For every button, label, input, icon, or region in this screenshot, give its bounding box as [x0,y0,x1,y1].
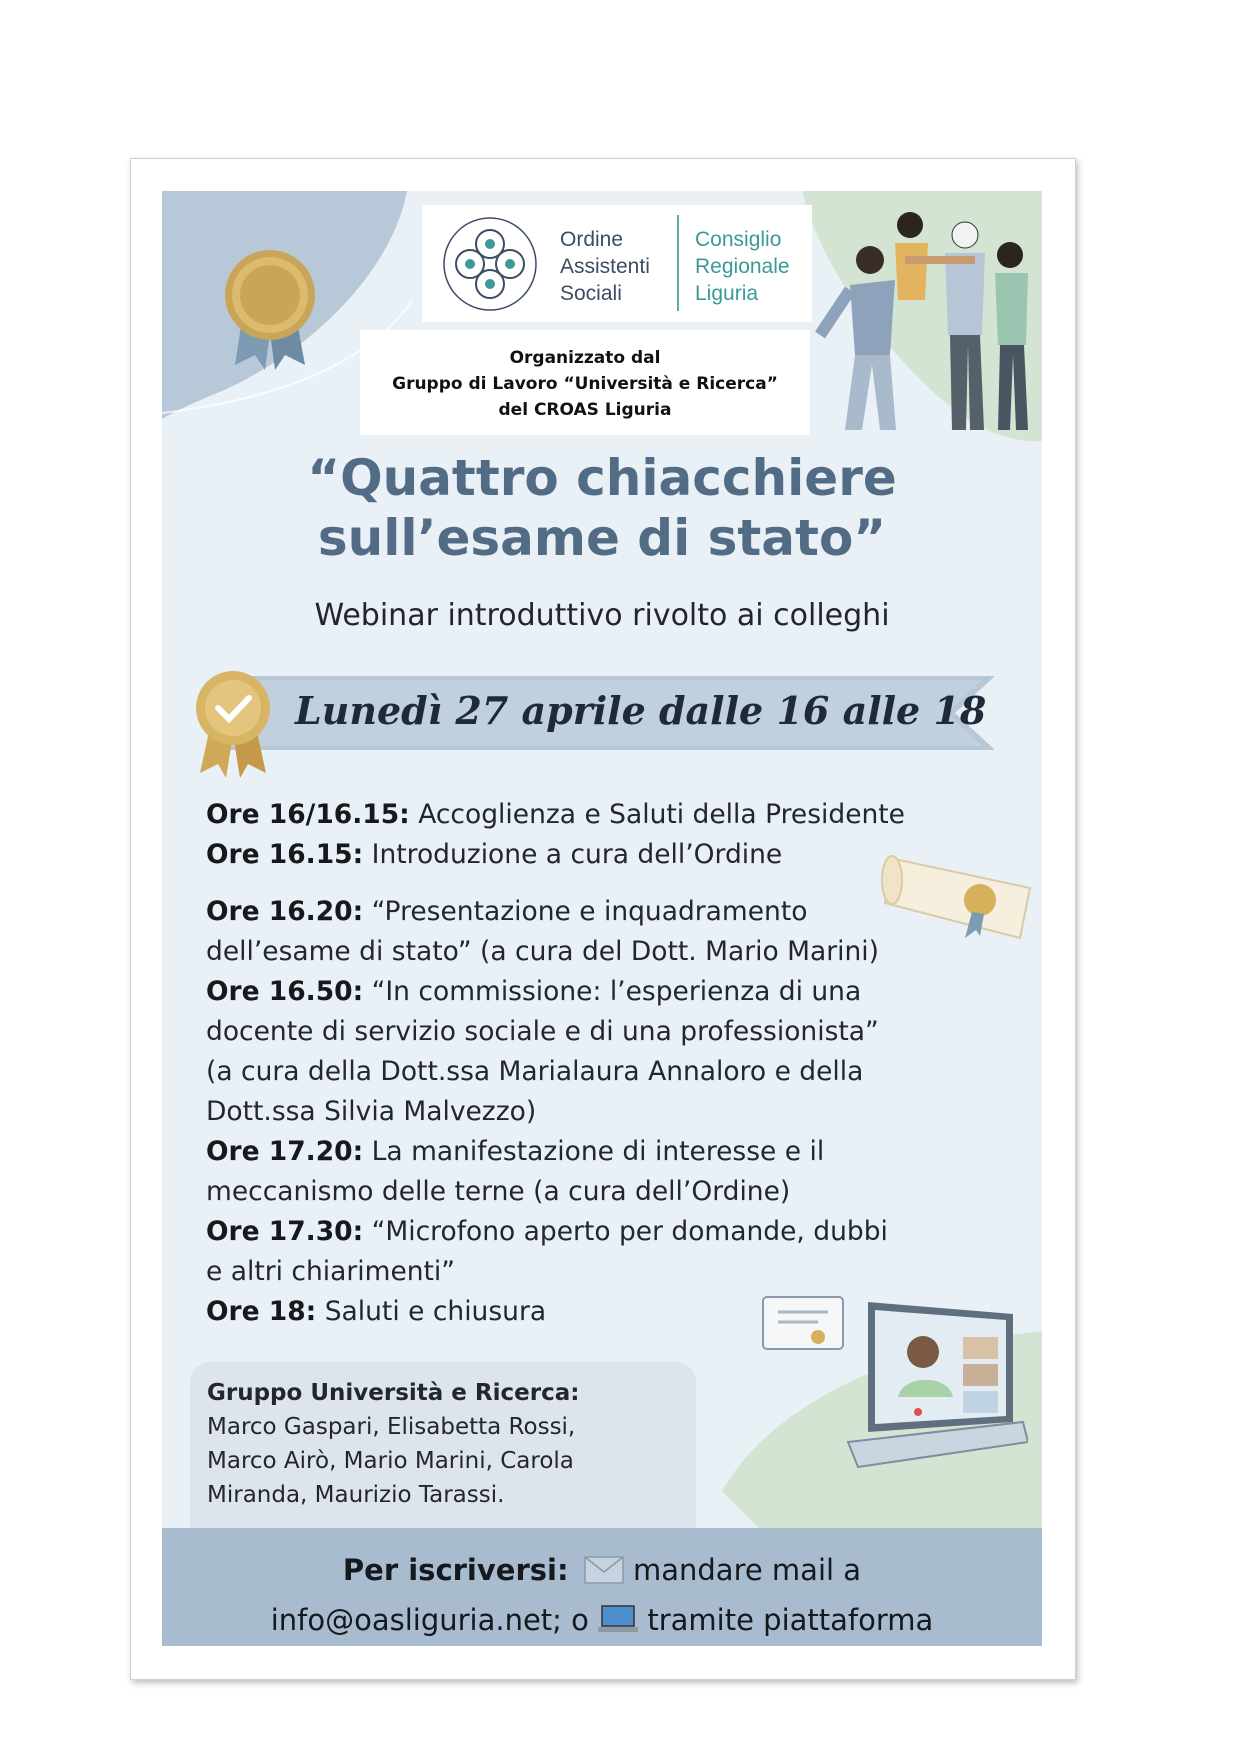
schedule-time: Ore 16.15: [206,839,364,870]
schedule-time: Ore 17.20: [206,1136,364,1167]
schedule-item-5: Ore 17.20: La manifestazione di interesse e il meccanismo delle terne (a cura dell’Ordine) [206,1136,825,1207]
organizer-note: Organizzato dal Gruppo di Lavoro “Università e Ricerca” del CROAS Liguria [360,330,810,435]
event-title-line-2: sull’esame di stato” [317,509,887,567]
schedule-time: Ore 16/16.15: [206,799,410,830]
schedule-list [206,795,1026,1332]
group-heading: Gruppo Università e Ricerca: [207,1380,580,1406]
logo-ordine-text: Ordine Assistenti Sociali [560,228,650,305]
registration-line-2: info@oasliguria.net; o tramite piattaforma [270,1603,934,1637]
schedule-item-6: Ore 17.30: “Microfono aperto per domande, dubbi e altri chiarimenti” [206,1216,888,1287]
email-link[interactable]: info@oasliguria.net; [270,1603,562,1637]
event-title-line-1: “Quattro chiacchiere [307,449,897,507]
schedule-item-3: Ore 16.20: “Presentazione e inquadramento dell’esame di stato” (a cura del Dott. Mario Marini) [206,896,879,967]
award-seal-icon [215,240,325,380]
logo-divider [677,215,679,311]
schedule-time: Ore 16.50: [206,976,364,1007]
schedule-time: Ore 17.30: [206,1216,364,1247]
group-members-text: Gruppo Università e Ricerca: Marco Gaspari, Elisabetta Rossi, Marco Airò, Mario Marini, Carola Miranda, Maurizio Tarassi. [207,1376,579,1512]
event-date: Lunedì 27 aprile dalle 16 alle 18 [295,688,987,733]
schedule-time: Ore 16.20: [206,896,364,927]
checkmark-seal-icon [190,668,278,780]
envelope-icon [584,1556,624,1584]
order-logo-icon [440,214,540,314]
event-subtitle: Webinar introduttivo rivolto ai colleghi [314,598,890,633]
logo-consiglio-text: Consiglio Regionale Liguria [695,228,790,305]
schedule-item-7: Ore 18: Saluti e chiusura [206,1296,547,1327]
computer-icon [598,1604,638,1634]
registration-line-1: Per iscriversi: mandare mail a [342,1553,862,1587]
schedule-item-4: Ore 16.50: “In commissione: l’esperienza di una docente di servizio sociale e di una professionista” (a cura della Dott.ssa Marialaura Annaloro e della Dott.ssa Silvia Malvezzo) [206,976,879,1127]
team-people-illustration [810,205,1042,435]
laptop-video-call-illustration [758,1292,1028,1492]
schedule-item-1: Ore 16/16.15: Accoglienza e Saluti della Presidente [206,799,905,830]
schedule-item-2: Ore 16.15: Introduzione a cura dell’Ordine [206,839,783,870]
schedule-time: Ore 18: [206,1296,317,1327]
